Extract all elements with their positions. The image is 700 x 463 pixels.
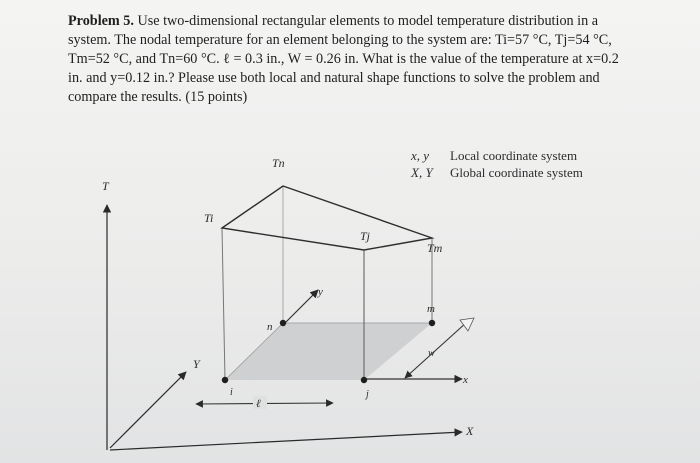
- X-axis-label: X: [466, 424, 474, 438]
- w-label: w: [428, 348, 435, 359]
- legend-global-label: Global coordinate system: [450, 165, 583, 180]
- node-n: [280, 320, 286, 326]
- element-base-plane: [225, 323, 432, 380]
- local-y-label: y: [318, 286, 323, 298]
- node-m: [429, 320, 435, 326]
- legend-local-symbol: x, y: [411, 148, 430, 163]
- node-m-label: m: [427, 303, 435, 315]
- Tm-label: Tm: [427, 241, 443, 255]
- X-axis: [110, 432, 462, 450]
- node-i-label: i: [230, 387, 233, 398]
- w-dimension-head: [460, 318, 474, 331]
- Y-axis: [110, 372, 186, 448]
- post-i: [222, 228, 225, 380]
- Ti-label: Ti: [204, 211, 214, 225]
- Tj-label: Tj: [360, 229, 371, 243]
- T-axis-label: T: [102, 179, 109, 193]
- legend-global-symbol: X, Y: [411, 165, 433, 180]
- legend-local-label: Local coordinate system: [450, 148, 578, 163]
- element-diagram: [0, 140, 700, 463]
- node-n-label: n: [267, 321, 273, 333]
- problem-text: Use two-dimensional rectangular elements to model temperature distribution in a system. The nodal temperature for an element belonging to the system are: Ti=57 °C, Tj=54 °C, Tm=52 °C, and Tn=60 °C. ℓ = 0.3 in., W = 0.26 in. What is the value of the temperature at x=0.2 in. and y=0.12 in.? Please use both local and natural shape functions to solve the problem and compare the results. (15 points): [68, 13, 619, 105]
- problem-paragraph: [68, 12, 624, 107]
- problem-title: Problem 5.: [68, 13, 134, 29]
- node-j: [361, 377, 367, 383]
- Y-axis-label: Y: [193, 357, 200, 371]
- Tn-label: Tn: [272, 156, 285, 170]
- node-i: [222, 377, 228, 383]
- local-x-label: x: [463, 374, 468, 386]
- local-y-axis: [286, 290, 318, 322]
- node-j-label: j: [366, 389, 369, 400]
- temperature-surface: [222, 186, 432, 250]
- problem-statement: [68, 12, 624, 107]
- ell-label: ℓ: [256, 398, 261, 410]
